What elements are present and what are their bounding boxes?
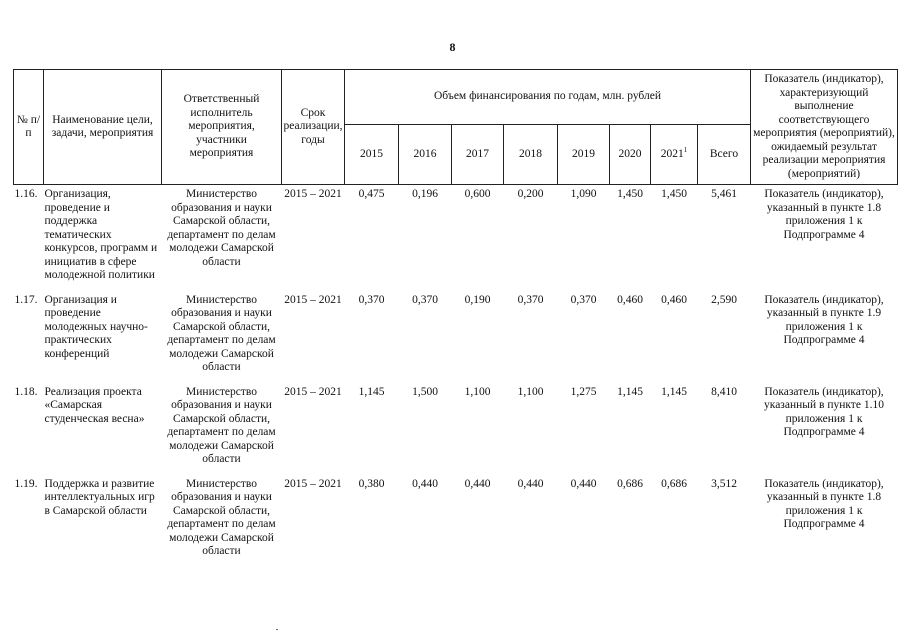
- row-value: 1,500: [412, 385, 438, 398]
- row-value: 0,380: [358, 477, 385, 490]
- row-value: 0,600: [464, 188, 491, 200]
- table-row: [14, 383, 898, 475]
- header-year: 2020: [610, 125, 651, 185]
- row-value: 0,440: [570, 477, 597, 490]
- row-name: Поддержка и развитие интеллектуальных игр в Самарской области: [44, 477, 155, 517]
- row-executor: Министерство образования и науки Самарской области, департамент по делам молодежи Самарской области: [167, 385, 276, 465]
- table-row: [14, 475, 898, 567]
- row-term: 2015 – 2021: [284, 293, 342, 306]
- row-value: 0,200: [517, 188, 544, 200]
- row-value: 0,370: [358, 293, 385, 306]
- row-total: 3,512: [711, 477, 737, 490]
- row-total: 5,461: [711, 188, 737, 200]
- footnote-mark: 1: [683, 145, 688, 154]
- header-year: 2017: [452, 125, 504, 185]
- row-term: 2015 – 2021: [284, 477, 342, 490]
- row-value: 0,460: [617, 293, 643, 306]
- row-value: 1,145: [617, 385, 643, 398]
- row-value: 0,190: [464, 293, 491, 306]
- row-value: 1,450: [617, 188, 643, 200]
- row-executor: Министерство образования и науки Самарской области, департамент по делам молодежи Самарской области: [167, 293, 276, 373]
- row-value: 1,145: [661, 385, 687, 398]
- row-value: 0,475: [358, 188, 385, 200]
- row-value: 0,686: [617, 477, 643, 490]
- row-executor: Министерство образования и науки Самарской области, департамент по делам молодежи Самарской области: [167, 477, 276, 557]
- row-indicator: Показатель (индикатор), указанный в пункте 1.8 приложения 1 к Подпрограмме 4: [764, 477, 884, 530]
- row-term: 2015 – 2021: [284, 385, 342, 398]
- header-total: Всего: [698, 125, 751, 185]
- row-name: Реализация проекта «Самарская студенческая весна»: [44, 385, 145, 425]
- row-name: Организация, проведение и поддержка тематических конкурсов, программ и инициатив в сфере молодежной политики: [44, 188, 158, 281]
- header-indicator: Показатель (индикатор), характеризующий выполнение соответствующего мероприятия (мероприятий), ожидаемый результат реализации мероприятия (мероприятий): [751, 70, 898, 185]
- row-value: 1,100: [517, 385, 544, 398]
- row-value: 1,145: [358, 385, 385, 398]
- row-value: 0,196: [412, 188, 438, 200]
- row-value: 1,450: [661, 188, 687, 200]
- header-name: Наименование цели, задачи, мероприятия: [44, 70, 162, 185]
- row-total: 8,410: [711, 385, 737, 398]
- header-year: 2015: [345, 125, 399, 185]
- row-value: 0,686: [661, 477, 687, 490]
- row-indicator: Показатель (индикатор), указанный в пункте 1.9 приложения 1 к Подпрограмме 4: [764, 293, 884, 346]
- row-executor: Министерство образования и науки Самарской области, департамент по делам молодежи Самарской области: [167, 188, 276, 268]
- row-indicator: Показатель (индикатор), указанный в пункте 1.8 приложения 1 к Подпрограмме 4: [764, 188, 884, 241]
- header-year: 2016: [399, 125, 452, 185]
- row-value: 0,460: [661, 293, 687, 306]
- header-year: 2021$^1$: [651, 125, 698, 185]
- row-value: 1,275: [570, 385, 597, 398]
- row-indicator: Показатель (индикатор), указанный в пункте 1.10 приложения 1 к Подпрограмме 4: [764, 385, 884, 438]
- row-number: 1.16.: [14, 188, 38, 200]
- row-value: 0,440: [517, 477, 544, 490]
- row-number: 1.17.: [14, 293, 38, 306]
- row-value: 0,440: [464, 477, 491, 490]
- table-body: [14, 185, 898, 567]
- funding-table: [13, 69, 898, 567]
- row-value: 1,100: [464, 385, 491, 398]
- header-num: № п/п: [14, 70, 44, 185]
- header-executor: Ответственный исполнитель мероприятия, участники мероприятия: [162, 70, 282, 185]
- row-value: 1,090: [570, 188, 597, 200]
- scan-mark: [276, 629, 278, 630]
- page-number: 8: [449, 40, 456, 54]
- header-year: 2018: [504, 125, 558, 185]
- row-number: 1.19.: [14, 477, 38, 490]
- row-number: 1.18.: [14, 385, 38, 398]
- table-row: [14, 185, 898, 291]
- row-value: 0,370: [412, 293, 438, 306]
- row-value: 0,370: [517, 293, 544, 306]
- table-row: [14, 291, 898, 383]
- row-value: 0,370: [570, 293, 597, 306]
- row-total: 2,590: [711, 293, 737, 306]
- header-funding: Объем финансирования по годам, млн. рублей: [345, 70, 751, 125]
- header-year: 2019: [558, 125, 610, 185]
- row-term: 2015 – 2021: [284, 188, 342, 200]
- row-value: 0,440: [412, 477, 438, 490]
- row-name: Организация и проведение молодежных научно-практических конференций: [44, 293, 148, 360]
- table-header: [14, 70, 898, 185]
- header-term: Срок реализации, годы: [282, 70, 345, 185]
